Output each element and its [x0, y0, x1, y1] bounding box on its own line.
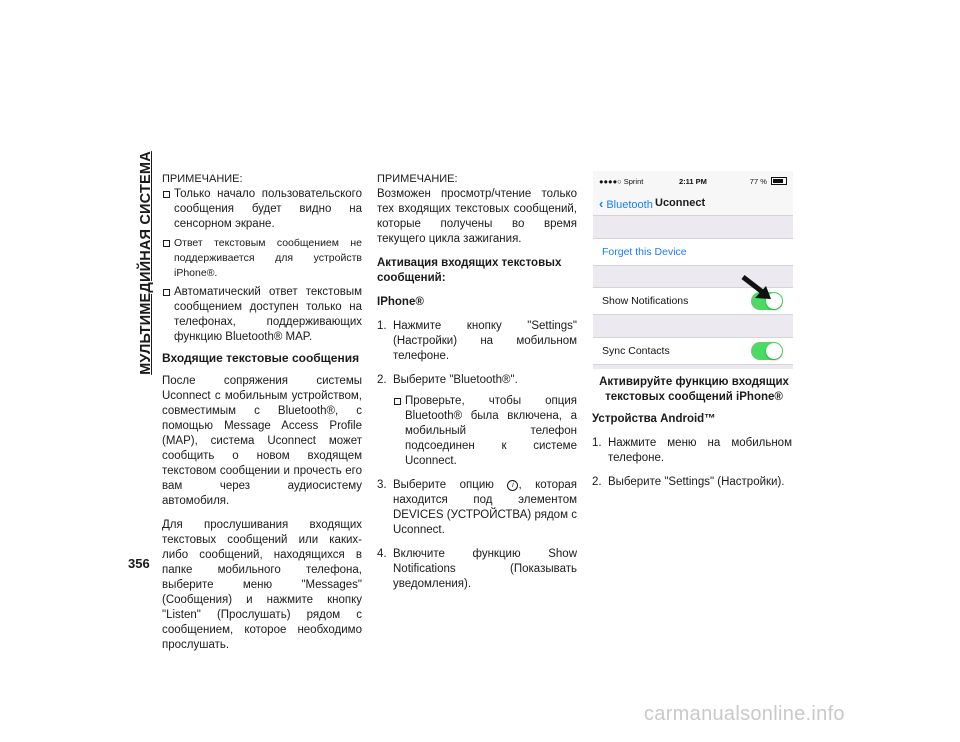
paragraph: Для прослушивания входящих текстовых сообщений или каких-либо сообщений, находящихся в папке мобильного телефона, выберите меню "Messages" (Сообщения) и нажмите кнопку "Listen" (Прослушать) рядом с сообщением, которое необходимо прослушать. — [162, 519, 362, 651]
show-notifications-label: Show Notifications — [602, 295, 689, 307]
step-text: Включите функцию Show Notifications (Показывать уведомления). — [393, 548, 577, 590]
step-number: 1. — [377, 320, 387, 332]
back-button[interactable] — [599, 196, 653, 211]
note-heading: ПРИМЕЧАНИЕ: — [162, 173, 243, 185]
figure-caption: Активируйте функцию входящих текстовых сообщений iPhone® — [599, 376, 789, 403]
step-item — [592, 436, 792, 466]
step-text: Выберите опцию — [393, 479, 494, 491]
steps-list — [377, 319, 577, 592]
device-heading: IPhone® — [377, 296, 424, 308]
step-sub-bullets — [393, 394, 577, 469]
column-3 — [592, 412, 792, 499]
step-text: Нажмите меню на мобильном телефоне. — [608, 437, 792, 464]
back-label: Bluetooth — [606, 199, 653, 211]
info-icon: i — [507, 480, 518, 491]
sync-contacts-toggle[interactable] — [751, 342, 783, 360]
iphone-screenshot — [593, 171, 793, 369]
step-item — [377, 478, 577, 538]
section-title — [136, 150, 156, 376]
column-1 — [162, 172, 362, 662]
nav-bar — [593, 191, 793, 216]
section-subheading: Входящие текстовые сообщения — [162, 351, 360, 365]
watermark: carmanualsonline.info — [644, 703, 845, 725]
section-title-text: МУЛЬТИМЕДИЙНАЯ СИСТЕМА — [138, 151, 154, 375]
android-heading: Устройства Android™ — [592, 413, 716, 425]
chevron-left-icon: ‹ — [599, 196, 604, 211]
paragraph: После сопряжения системы Uconnect с мобильным устройством, совместимым с Bluetooth®, с помощью Message Access Profile (MAP), система Uconnect может сообщить о новом входящем текстовом сообщении и прочесть его вам через аудиосистему автомобиля. — [162, 375, 362, 507]
sync-contacts-label: Sync Contacts — [602, 345, 670, 357]
step-number: 2. — [592, 476, 602, 488]
note-text: Возможен просмотр/чтение только тех входящих текстовых сообщений, которые получены во время текущего цикла зажигания. — [377, 188, 577, 245]
step-number: 2. — [377, 374, 387, 386]
step-text: Выберите "Bluetooth®". — [393, 374, 518, 386]
status-time: 2:11 PM — [679, 177, 707, 186]
page-number: 356 — [128, 556, 150, 571]
note-bullets — [162, 187, 362, 345]
step-number: 4. — [377, 548, 387, 560]
step-sub-bullet: Проверьте, чтобы опция Bluetooth® была включена, а мобильный телефон подсоединен к системе Uconnect. — [393, 394, 577, 469]
forget-device-label: Forget this Device — [602, 246, 687, 258]
note-bullet: Только начало пользовательского сообщения будет видно на сенсорном экране. — [162, 187, 362, 232]
note-bullet: Автоматический ответ текстовым сообщением доступен только на телефонах, поддерживающих функцию Bluetooth® MAP. — [162, 285, 362, 345]
step-item — [377, 373, 577, 469]
step-item — [377, 547, 577, 592]
step-number: 3. — [377, 479, 387, 491]
step-item — [592, 475, 792, 490]
step-text: Нажмите кнопку "Settings" (Настройки) на мобильном телефоне. — [393, 320, 577, 362]
note-bullet: Ответ текстовым сообщением не поддерживается для устройств iPhone®. — [162, 236, 362, 281]
forget-device-row[interactable] — [593, 238, 793, 266]
column-2 — [377, 172, 577, 601]
nav-title: Uconnect — [655, 197, 706, 209]
step-text: Выберите "Settings" (Настройки). — [608, 476, 785, 488]
android-steps-list — [592, 436, 792, 490]
carrier-signal: ●●●●○ Sprint — [599, 177, 644, 186]
sync-contacts-row — [593, 337, 793, 365]
pointer-arrow-icon — [741, 275, 773, 301]
note-heading: ПРИМЕЧАНИЕ: — [377, 173, 458, 185]
step-text: , которая находится под элементом DEVICES (УСТРОЙСТВА) рядом с Uconnect. — [393, 479, 577, 536]
battery-status — [750, 177, 787, 186]
battery-icon — [771, 177, 787, 185]
battery-percent: 77 % — [749, 177, 767, 186]
status-bar — [593, 171, 793, 191]
activation-heading: Активация входящих текстовых сообщений: — [377, 257, 562, 284]
step-item — [377, 319, 577, 364]
step-number: 1. — [592, 437, 602, 449]
